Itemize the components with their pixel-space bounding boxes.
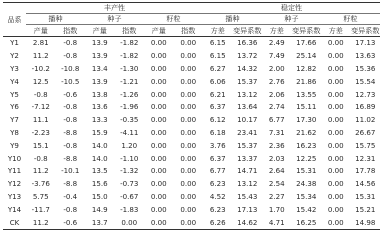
table-cell: 15.1	[32, 140, 49, 150]
row-label: Y4	[10, 76, 19, 86]
table-cell: 13.72	[237, 51, 258, 61]
table-cell: 1.70	[268, 204, 285, 214]
table-cell: -1.82	[120, 51, 139, 61]
table-cell: 0.00	[327, 204, 344, 214]
row-label: Y12	[7, 179, 22, 189]
table-cell: 0.00	[180, 140, 197, 150]
table-row	[3, 178, 380, 191]
table-cell: -10.2	[31, 63, 50, 73]
table-cell: 0.00	[180, 102, 197, 112]
table-cell: 0.00	[327, 63, 344, 73]
table-cell: 23.41	[237, 127, 258, 137]
column-header: 指数	[115, 25, 145, 37]
table-cell: 15.31	[355, 191, 376, 201]
table-row	[3, 63, 380, 76]
table-cell: 10.17	[237, 115, 258, 125]
table-cell: -2.23	[31, 127, 50, 137]
table-cell: -1.30	[120, 63, 139, 73]
table-cell: 15.37	[237, 76, 258, 86]
table-cell: 2.64	[268, 166, 285, 176]
table-cell: 25.14	[296, 51, 317, 61]
table-cell: 13.9	[91, 76, 108, 86]
table-row	[3, 75, 380, 88]
table-cell: -0.67	[120, 191, 139, 201]
table-cell: 0.00	[327, 140, 344, 150]
column-header: 产量	[26, 25, 56, 37]
table-cell: 0.00	[150, 76, 167, 86]
subgroup-header: 籽粒	[321, 14, 380, 25]
data-table	[3, 2, 380, 230]
table-cell: 16.89	[355, 102, 376, 112]
table-cell: -7.12	[31, 102, 50, 112]
table-cell: 21.62	[296, 127, 317, 137]
table-cell: -4.11	[120, 127, 139, 137]
table-cell: 15.75	[355, 140, 376, 150]
table-cell: 15.6	[91, 179, 108, 189]
table-cell: -10.5	[61, 76, 80, 86]
table-cell: 14.0	[91, 140, 108, 150]
table-cell: 15.37	[237, 140, 258, 150]
table-cell: 2.03	[268, 153, 285, 163]
table-cell: 13.9	[91, 38, 108, 48]
table-cell: -0.8	[63, 102, 78, 112]
table-cell: 0.00	[174, 216, 204, 229]
table-cell: 13.12	[237, 179, 258, 189]
table-cell: 0.00	[150, 115, 167, 125]
table-cell: 15.42	[296, 204, 317, 214]
table-cell: -0.73	[120, 179, 139, 189]
table-cell: -0.4	[63, 191, 78, 201]
table-cell: 3.76	[209, 140, 226, 150]
table-cell: 6.77	[268, 115, 285, 125]
table-cell: 12.82	[296, 63, 317, 73]
table-cell: 6.12	[209, 115, 226, 125]
table-cell: 14.9	[91, 204, 108, 214]
table-cell: -0.8	[63, 38, 78, 48]
table-cell: -0.8	[63, 51, 78, 61]
table-cell: -1.83	[120, 204, 139, 214]
table-cell: 2.76	[268, 76, 285, 86]
table-cell: 12.31	[355, 153, 376, 163]
table-cell: -1.21	[120, 76, 139, 86]
table-cell: 6.06	[209, 76, 226, 86]
table-cell: 14.98	[351, 216, 381, 229]
subgroup-header: 播种	[26, 14, 85, 25]
table-cell: 0.00	[180, 89, 197, 99]
table-cell: 17.13	[237, 204, 258, 214]
table-cell: -1.32	[120, 166, 139, 176]
table-cell: 13.6	[91, 102, 108, 112]
table-cell: -1.10	[120, 153, 139, 163]
table-cell: 13.64	[237, 102, 258, 112]
table-cell: 13.63	[355, 51, 376, 61]
row-label: Y11	[7, 166, 22, 176]
table-cell: 0.00	[180, 38, 197, 48]
row-label: Y7	[10, 115, 19, 125]
table-cell: -8.8	[63, 127, 78, 137]
table-cell: 2.49	[268, 38, 285, 48]
table-cell: 6.26	[203, 216, 233, 229]
column-header: 变异系数	[233, 25, 262, 35]
table-cell: 17.13	[355, 38, 376, 48]
table-cell: 7.31	[268, 127, 285, 137]
table-cell: 11.1	[32, 115, 49, 125]
table-cell: 0.00	[150, 51, 167, 61]
table-cell: 0.00	[150, 153, 167, 163]
row-header: 品系	[3, 3, 26, 37]
column-header: 变异系数	[351, 25, 380, 35]
table-cell: 15.11	[296, 102, 317, 112]
table-cell: 24.38	[296, 179, 317, 189]
table-cell: 12.73	[355, 89, 376, 99]
table-cell: 13.12	[237, 89, 258, 99]
table-cell: 6.15	[209, 38, 226, 48]
table-cell: 7.49	[268, 51, 285, 61]
table-row	[3, 203, 380, 216]
table-cell: -0.8	[63, 204, 78, 214]
table-cell: 0.00	[180, 179, 197, 189]
table-cell: 13.7	[85, 216, 115, 229]
table-cell: 0.00	[150, 179, 167, 189]
table-cell: 14.0	[91, 153, 108, 163]
table-cell: -1.96	[120, 102, 139, 112]
table-cell: 17.78	[355, 166, 376, 176]
row-label: Y8	[10, 127, 19, 137]
table-cell: 16.36	[237, 38, 258, 48]
table-cell: 0.00	[150, 204, 167, 214]
table-cell: 0.00	[150, 89, 167, 99]
table-cell: 0.00	[180, 191, 197, 201]
table-cell: 0.00	[150, 166, 167, 176]
table-cell: 0.00	[327, 89, 344, 99]
table-row	[3, 191, 380, 204]
table-cell: 6.77	[209, 166, 226, 176]
table-cell: 0.00	[180, 63, 197, 73]
table-cell: 15.54	[355, 76, 376, 86]
table-cell: 6.27	[209, 63, 226, 73]
row-label: Y5	[10, 89, 19, 99]
table-cell: 15.9	[91, 127, 108, 137]
table-cell: 21.86	[296, 76, 317, 86]
table-cell: 6.21	[209, 89, 226, 99]
table-cell: 1.20	[121, 140, 138, 150]
table-cell: 11.2	[32, 51, 49, 61]
table-cell: 6.23	[209, 179, 226, 189]
table-row	[3, 152, 380, 165]
table-cell: 4.52	[209, 191, 226, 201]
table-cell: 2.36	[268, 140, 285, 150]
table-row	[3, 50, 380, 63]
table-cell: 13.9	[91, 51, 108, 61]
row-label: CK	[3, 216, 26, 229]
row-label: Y1	[10, 38, 19, 48]
table-cell: -1.26	[120, 89, 139, 99]
table-cell: 0.00	[327, 166, 344, 176]
table-cell: 0.00	[327, 38, 344, 48]
group-header: 稳定性	[203, 3, 380, 14]
table-cell: 0.00	[327, 153, 344, 163]
table-cell: 14.56	[355, 179, 376, 189]
table-cell: 0.00	[327, 102, 344, 112]
table-cell: 0.00	[180, 115, 197, 125]
table-cell: 2.81	[32, 38, 49, 48]
row-label: Y14	[7, 204, 22, 214]
row-label: Y10	[7, 153, 22, 163]
table-cell: 15.21	[355, 204, 376, 214]
subgroup-header: 种子	[85, 14, 144, 25]
table-cell: 2.54	[268, 179, 285, 189]
table-cell: 17.30	[296, 115, 317, 125]
row-label: Y9	[10, 140, 19, 150]
table-cell: 6.23	[209, 204, 226, 214]
table-cell: 13.5	[91, 166, 108, 176]
table-cell: 16.25	[292, 216, 322, 229]
row-label: Y3	[10, 63, 19, 73]
table-cell: 16.23	[296, 140, 317, 150]
table-cell: 12.5	[32, 76, 49, 86]
table-cell: 0.00	[180, 127, 197, 137]
table-cell: 11.2	[32, 166, 49, 176]
table-cell: 6.15	[209, 51, 226, 61]
table-cell: 13.3	[91, 115, 108, 125]
table-cell: 0.00	[327, 76, 344, 86]
table-cell: 13.4	[91, 63, 108, 73]
table-cell: -10.1	[61, 166, 80, 176]
table-cell: 5.75	[32, 191, 49, 201]
table-cell: 14.71	[237, 166, 258, 176]
table-cell: 0.00	[115, 216, 145, 229]
table-cell: 0.00	[150, 127, 167, 137]
table-cell: -8.8	[63, 153, 78, 163]
table-cell: 2.27	[268, 191, 285, 201]
table-cell: -11.7	[31, 204, 50, 214]
table-cell: 0.00	[150, 38, 167, 48]
row-label: Y13	[7, 191, 22, 201]
row-label: Y6	[10, 102, 19, 112]
column-header: 指数	[174, 25, 204, 37]
table-cell: -3.76	[31, 179, 50, 189]
table-cell: 0.00	[321, 216, 351, 229]
table-row	[3, 139, 380, 152]
table-cell: -0.8	[33, 153, 48, 163]
table-cell: -0.8	[63, 140, 78, 150]
table-cell: -0.8	[33, 89, 48, 99]
column-header: 产量	[144, 25, 174, 37]
subgroup-header: 籽粒	[144, 14, 203, 25]
table-cell: 6.18	[209, 127, 226, 137]
table-body	[3, 37, 380, 230]
table-cell: 13.8	[91, 89, 108, 99]
table-cell: 14.32	[237, 63, 258, 73]
table-cell: 0.00	[150, 63, 167, 73]
table-cell: 13.55	[296, 89, 317, 99]
table-row	[3, 88, 380, 101]
table-cell: 0.00	[150, 102, 167, 112]
table-cell: 6.37	[209, 153, 226, 163]
table-cell: 0.00	[150, 140, 167, 150]
subgroup-header: 种子	[262, 14, 321, 25]
group-header: 丰产性	[26, 3, 203, 14]
table-cell: 15.43	[237, 191, 258, 201]
table-cell: 0.00	[180, 166, 197, 176]
table-cell: 0.00	[180, 51, 197, 61]
column-header: 变异系数	[292, 25, 321, 35]
table-cell: -10.8	[61, 63, 80, 73]
table-cell: 12.25	[296, 153, 317, 163]
table-cell: 0.00	[150, 191, 167, 201]
table-cell: 2.74	[268, 102, 285, 112]
table-cell: -0.8	[63, 115, 78, 125]
row-label: Y2	[10, 51, 19, 61]
table-cell: -8.8	[63, 179, 78, 189]
table-cell: 11.2	[26, 216, 56, 229]
table-cell: 0.00	[327, 191, 344, 201]
table-cell: 17.66	[296, 38, 317, 48]
table-cell: 0.00	[327, 51, 344, 61]
table-cell: 2.06	[268, 89, 285, 99]
table-row	[3, 216, 380, 229]
subgroup-header: 播种	[203, 14, 262, 25]
table-row	[3, 114, 380, 127]
column-header: 方差	[262, 25, 292, 37]
table-header	[3, 3, 380, 37]
table-cell: 14.62	[233, 216, 263, 229]
table-row	[3, 127, 380, 140]
table-cell: 4.71	[262, 216, 292, 229]
table-cell: 15.31	[296, 166, 317, 176]
column-header: 产量	[85, 25, 115, 37]
column-header: 方差	[203, 25, 233, 37]
table-cell: 13.37	[237, 153, 258, 163]
table-cell: 0.00	[327, 179, 344, 189]
table-row	[3, 101, 380, 114]
column-header: 指数	[56, 25, 86, 37]
table-cell: -1.82	[120, 38, 139, 48]
table-cell: 26.67	[355, 127, 376, 137]
table-cell: 0.00	[180, 204, 197, 214]
table-cell: 6.37	[209, 102, 226, 112]
table-cell: 0.00	[144, 216, 174, 229]
table-cell: 15.34	[296, 191, 317, 201]
table-cell: -0.6	[63, 89, 78, 99]
column-header: 方差	[321, 25, 351, 37]
table-cell: 0.00	[327, 115, 344, 125]
table-cell: 0.00	[180, 153, 197, 163]
table-cell: -0.6	[56, 216, 86, 229]
table-cell: 0.00	[327, 127, 344, 137]
table-cell: 15.36	[355, 63, 376, 73]
table-cell: 15.0	[91, 191, 108, 201]
table-cell: 2.00	[268, 63, 285, 73]
table-row	[3, 165, 380, 178]
table-cell: 0.00	[180, 76, 197, 86]
table-cell: 11.02	[355, 115, 376, 125]
table-row	[3, 37, 380, 50]
table-cell: -0.35	[120, 115, 139, 125]
